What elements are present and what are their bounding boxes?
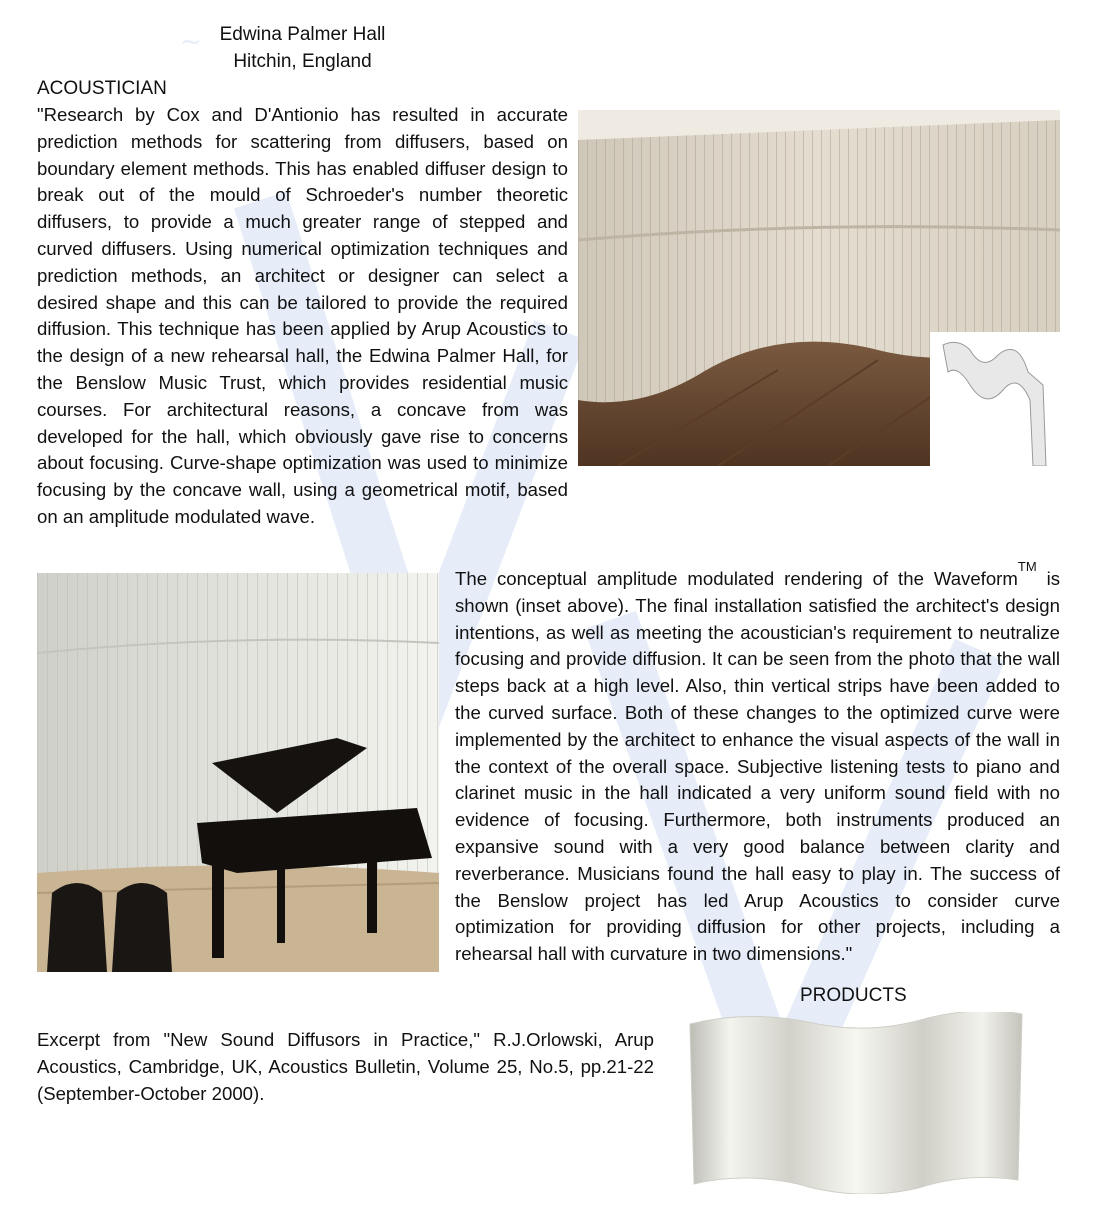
title-line-1: Edwina Palmer Hall bbox=[219, 24, 386, 45]
title-line-2: Hitchin, England bbox=[233, 51, 372, 72]
citation-text: Excerpt from "New Sound Diffusors in Practice," R.J.Orlowski, Arup Acoustics, Cambridge, UK, Acoustics Bulletin, Volume 25, No.5, pp.21-22 (September-October 2000). bbox=[37, 1029, 654, 1104]
paragraph2-lead: The conceptual amplitude modulated rendering of the Waveform bbox=[455, 568, 1018, 589]
paragraph-acoustician: "Research by Cox and D'Antionio has resulted in accurate prediction methods for scattering from diffusers, based on boundary element methods. This has enabled diffuser design to break out of the mould of Schroeder's number theoretic diffusers, to provide a much greater range of stepped and curved diffusers. Using numerical optimization techniques and prediction methods, an architect or designer can select a desired shape and this can be tailored to provide the required diffusion. This technique has been applied by Arup Acoustics to the design of a new rehearsal hall, the Edwina Palmer Hall, for the Benslow Music Trust, which provides residential music courses. For architectural reasons, a concave from was developed for the hall, which obviously gave rise to concerns about focusing. Curve-shape optimization was used to minimize focusing by the concave wall, using a geometrical motif, based on an amplitude modulated wave. bbox=[37, 104, 568, 527]
waveform-product-render bbox=[688, 1012, 1024, 1194]
piano-hall-illustration bbox=[37, 573, 439, 972]
hall-wall-photo bbox=[578, 110, 1060, 466]
trademark-mark: TM bbox=[1017, 559, 1037, 574]
svg-text:~: ~ bbox=[180, 27, 202, 57]
page-title bbox=[150, 21, 455, 75]
piano-hall-photo bbox=[37, 573, 439, 972]
paragraph-installation bbox=[455, 559, 1061, 968]
waveform-panel-illustration bbox=[688, 1012, 1024, 1194]
paragraph2-rest: is shown (inset above). The final installation satisfied the architect's design intentions, as well as meeting the acoustician's requirement to neutralize focusing and provide diffusion. It can be seen from the photo that the wall steps back at a high level. Also, thin vertical strips have been added to the curved surface. Both of these changes to the optimized curve were implemented by the architect to enhance the visual aspects of the wall in the context of the overall space. Subjective listening tests to piano and clarinet music in the hall indicated a very uniform sound field with no evidence of focusing. Furthermore, both instruments produced an expansive sound with a very good balance between clarity and reverberance. Musicians found the hall easy to play in. The success of the Benslow project has led Arup Acoustics to consider curve optimization for providing diffusion for other projects, including a rehearsal hall with curvature in two dimensions." bbox=[455, 568, 1061, 965]
section-label-acoustician: ACOUSTICIAN bbox=[37, 78, 167, 99]
hall-wall-illustration bbox=[578, 110, 1060, 466]
section-label-products: PRODUCTS bbox=[800, 985, 907, 1006]
